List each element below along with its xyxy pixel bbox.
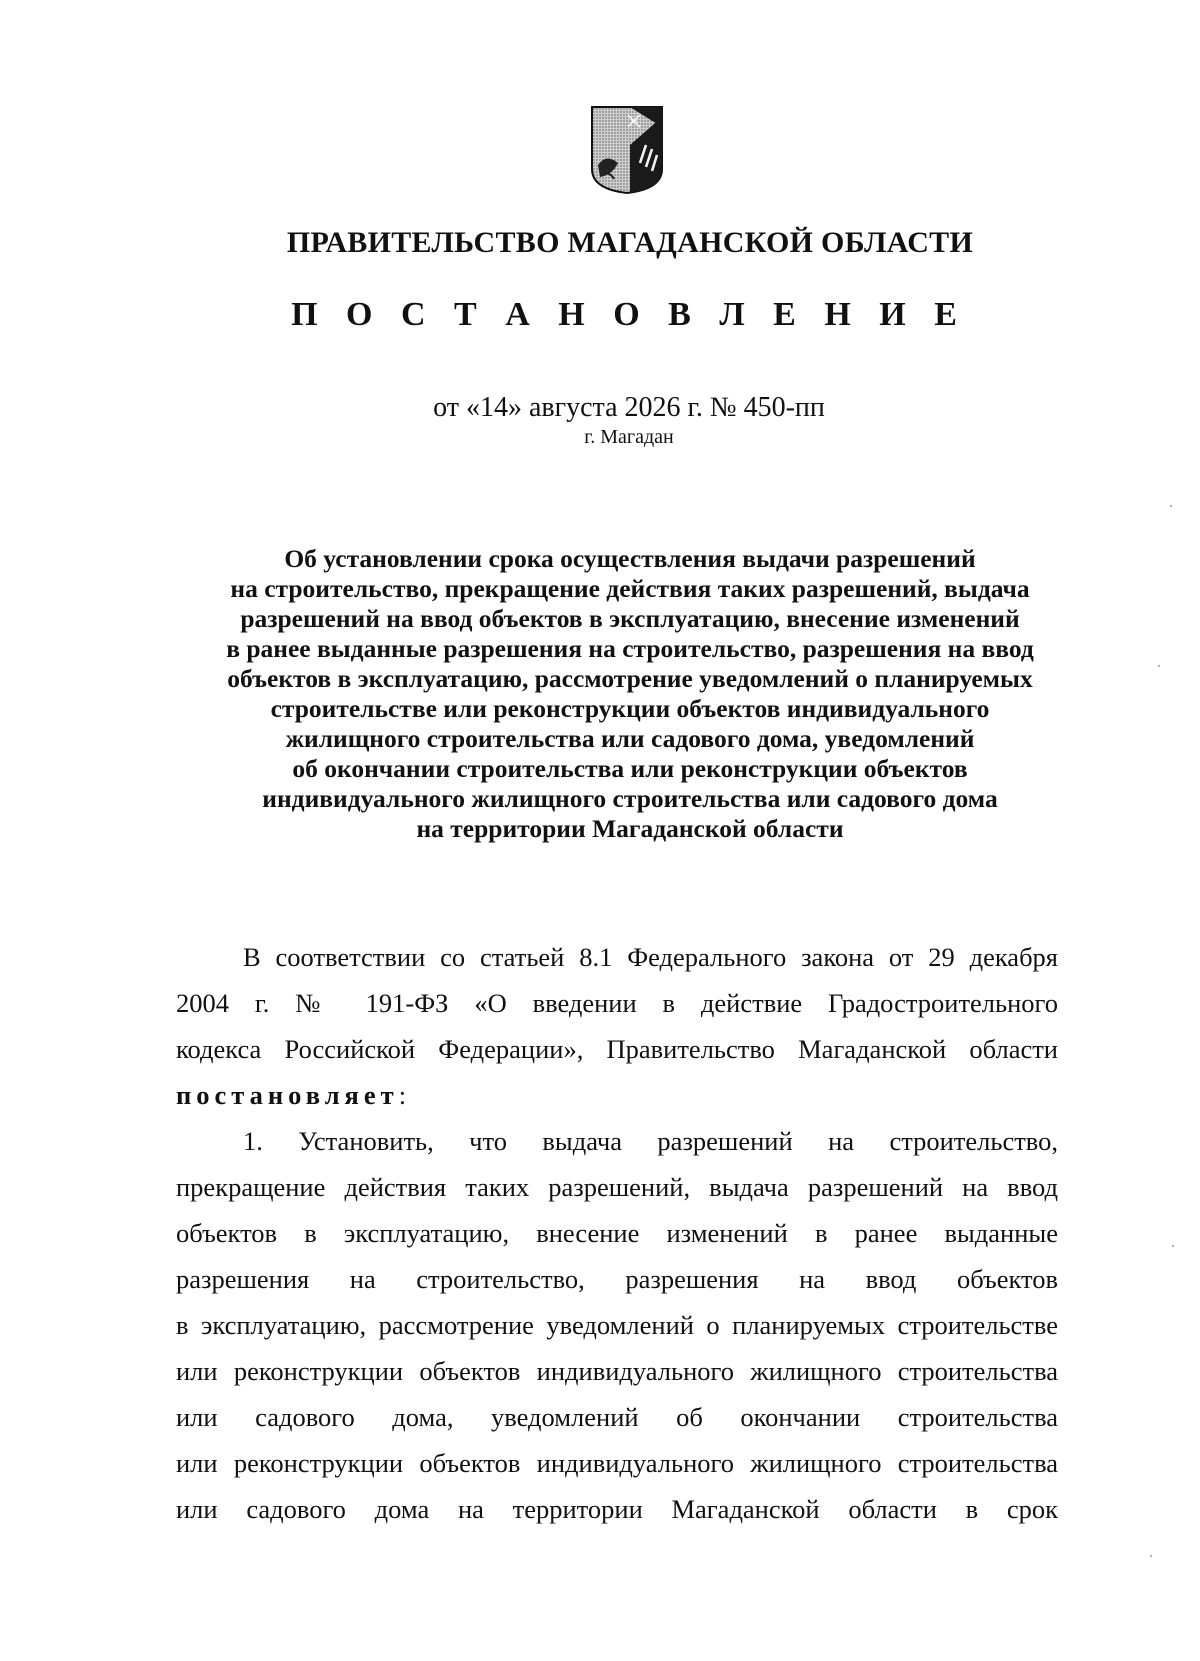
subject-line: индивидуального жилищного строительства или садового дома (262, 784, 998, 813)
subject-line: на строительство, прекращение действия таких разрешений, выдача (230, 574, 1030, 603)
body-line: разрешения на строительство, разрешения на ввод объектов (176, 1264, 1058, 1294)
subject-line: объектов в эксплуатацию, рассмотрение уведомлений о планируемых (227, 664, 1033, 693)
document-city: г. Магадан (584, 426, 674, 448)
subject-line: Об установлении срока осуществления выдачи разрешений (284, 544, 976, 573)
document-type: П О С Т А Н О В Л Е Н И Е (291, 296, 967, 333)
subject-line: в ранее выданные разрешения на строительство, разрешения на ввод (226, 634, 1034, 663)
subject-line: на территории Магаданской области (416, 814, 844, 843)
body-line: 2004 г. № 191-ФЗ «О введении в действие Градостроительного (176, 988, 1058, 1018)
government-title: ПРАВИТЕЛЬСТВО МАГАДАНСКОЙ ОБЛАСТИ (286, 226, 974, 259)
scan-speck (1172, 1245, 1174, 1247)
resolves-word: постановляет (176, 1080, 399, 1110)
resolves-colon: : (398, 1080, 407, 1110)
resolves-line (176, 1080, 1058, 1126)
scan-speck (1150, 1555, 1152, 1557)
document-date-number: от «14» августа 2026 г. № 450-пп (433, 392, 825, 423)
subject-line: жилищного строительства или садового дома, уведомлений (285, 724, 975, 753)
subject-line: об окончании строительства или реконструкции объектов (292, 754, 968, 783)
body-line: или садового дома, уведомлений об окончании строительства (176, 1402, 1058, 1432)
body-line: или реконструкции объектов индивидуального жилищного строительства (176, 1448, 1058, 1478)
subject-line: разрешений на ввод объектов в эксплуатацию, внесение изменений (240, 604, 1020, 633)
body-line: В соответствии со статьей 8.1 Федерального закона от 29 декабря (243, 942, 1058, 972)
scan-speck (1158, 665, 1160, 667)
body-line: кодекса Российской Федерации», Правительство Магаданской области (176, 1034, 1058, 1064)
body-line: объектов в эксплуатацию, внесение изменений в ранее выданные (176, 1218, 1058, 1248)
body-line: 1. Установить, что выдача разрешений на строительство, (243, 1126, 1058, 1156)
document-subject (160, 544, 1100, 844)
body-line: в эксплуатацию, рассмотрение уведомлений о планируемых строительстве (176, 1310, 1058, 1340)
scan-speck (1170, 505, 1172, 507)
subject-line: строительстве или реконструкции объектов индивидуального (270, 694, 990, 723)
coat-of-arms-icon (590, 105, 664, 195)
body-line: прекращение действия таких разрешений, выдача разрешений на ввод (176, 1172, 1058, 1202)
body-line: или садового дома на территории Магаданской области в срок (176, 1494, 1058, 1524)
body-line: или реконструкции объектов индивидуального жилищного строительства (176, 1356, 1058, 1386)
